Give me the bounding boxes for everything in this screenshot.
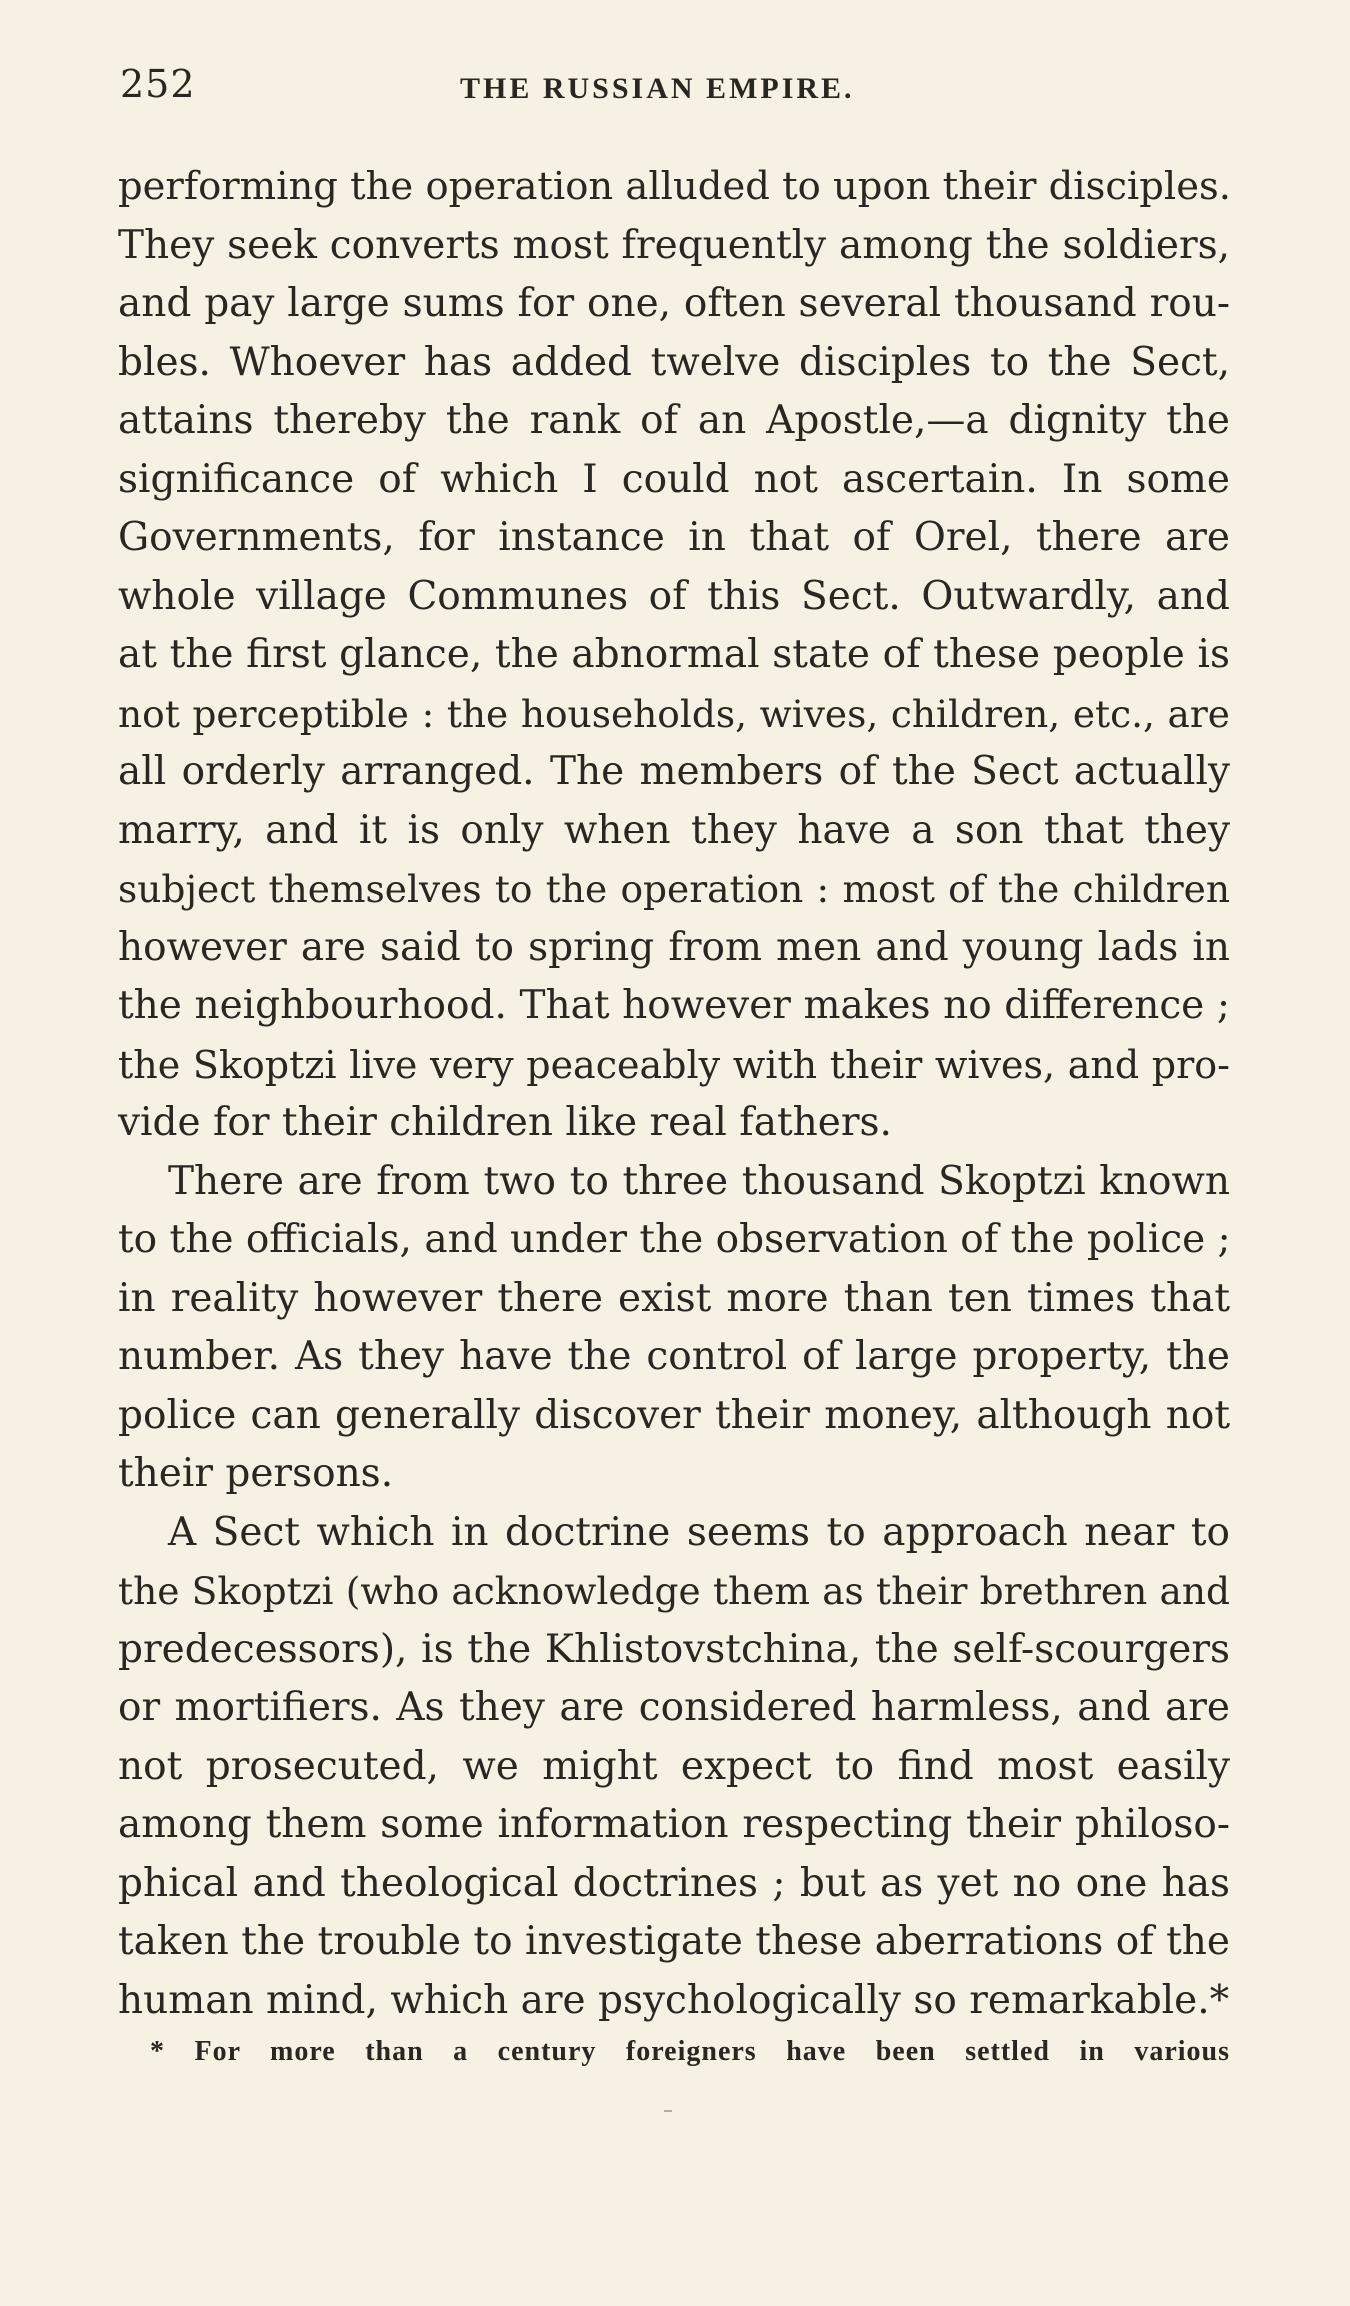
paragraph-3 xyxy=(118,1504,1230,2031)
text-line: the neighbourhood. That however makes no difference ; xyxy=(118,983,1230,1028)
page-number: 252 xyxy=(120,62,196,106)
text-line: performing the operation alluded to upon their disciples. xyxy=(118,164,1231,209)
text-line: Governments, for instance in that of Orel, there are xyxy=(118,515,1230,560)
text-line: marry, and it is only when they have a son that they xyxy=(118,807,1230,853)
text-line: A Sect which in doctrine seems to approach near to xyxy=(168,1509,1230,1555)
text-line: all orderly arranged. The members of the Sect actually xyxy=(118,749,1230,794)
text-line: not prosecuted, we might expect to find most easily xyxy=(118,1743,1230,1789)
text-line: number. As they have the control of large property, the xyxy=(118,1334,1230,1379)
text-line: taken the trouble to investigate these aberrations of the xyxy=(118,1919,1230,1964)
running-title: THE RUSSIAN EMPIRE. xyxy=(460,72,855,105)
text-line: police can generally discover their money, although not xyxy=(118,1392,1230,1438)
footnote: * For more than a century foreigners have been settled in various xyxy=(150,2036,1230,2067)
text-line: the Skoptzi live very peaceably with their wives, and pro- xyxy=(118,1042,1230,1087)
text-line: or mortifiers. As they are considered harmless, and are xyxy=(118,1685,1230,1730)
text-line: to the officials, and under the observation of the police ; xyxy=(118,1217,1231,1262)
text-line: their persons. xyxy=(118,1451,394,1496)
text-line: They seek converts most frequently among the soldiers, xyxy=(118,222,1230,268)
text-line: however are said to spring from men and young lads in xyxy=(118,924,1230,970)
text-line: and pay large sums for one, often several thousand rou- xyxy=(118,281,1230,326)
text-line: human mind, which are psychologically so remarkable.* xyxy=(118,1977,1230,2023)
page-header xyxy=(120,62,1220,122)
body-text xyxy=(118,158,1230,2030)
paragraph-1 xyxy=(118,158,1230,1153)
text-line: at the first glance, the abnormal state of these people is xyxy=(118,632,1230,677)
text-line: not perceptible : the households, wives, children, etc., are xyxy=(118,691,1230,736)
text-line: bles. Whoever has added twelve disciples to the Sect, xyxy=(118,339,1230,385)
print-speck xyxy=(664,2110,672,2112)
text-line: significance of which I could not ascertain. In some xyxy=(118,456,1230,502)
text-line: phical and theological doctrines ; but as yet no one has xyxy=(118,1860,1230,1906)
text-line: the Skoptzi (who acknowledge them as their brethren and xyxy=(118,1569,1230,1613)
text-line: in reality however there exist more than ten times that xyxy=(118,1275,1230,1321)
paragraph-2 xyxy=(118,1153,1230,1504)
text-line: predecessors), is the Khlistovstchina, the self-scourgers xyxy=(118,1626,1230,1672)
text-line: whole village Communes of this Sect. Outwardly, and xyxy=(118,573,1230,619)
text-line: vide for their children like real fathers. xyxy=(118,1100,892,1145)
text-line: There are from two to three thousand Skoptzi known xyxy=(168,1158,1230,1204)
text-line: among them some information respecting their philoso- xyxy=(118,1802,1230,1847)
text-line: attains thereby the rank of an Apostle,—a dignity the xyxy=(118,398,1230,443)
text-line: subject themselves to the operation : most of the children xyxy=(118,867,1230,911)
